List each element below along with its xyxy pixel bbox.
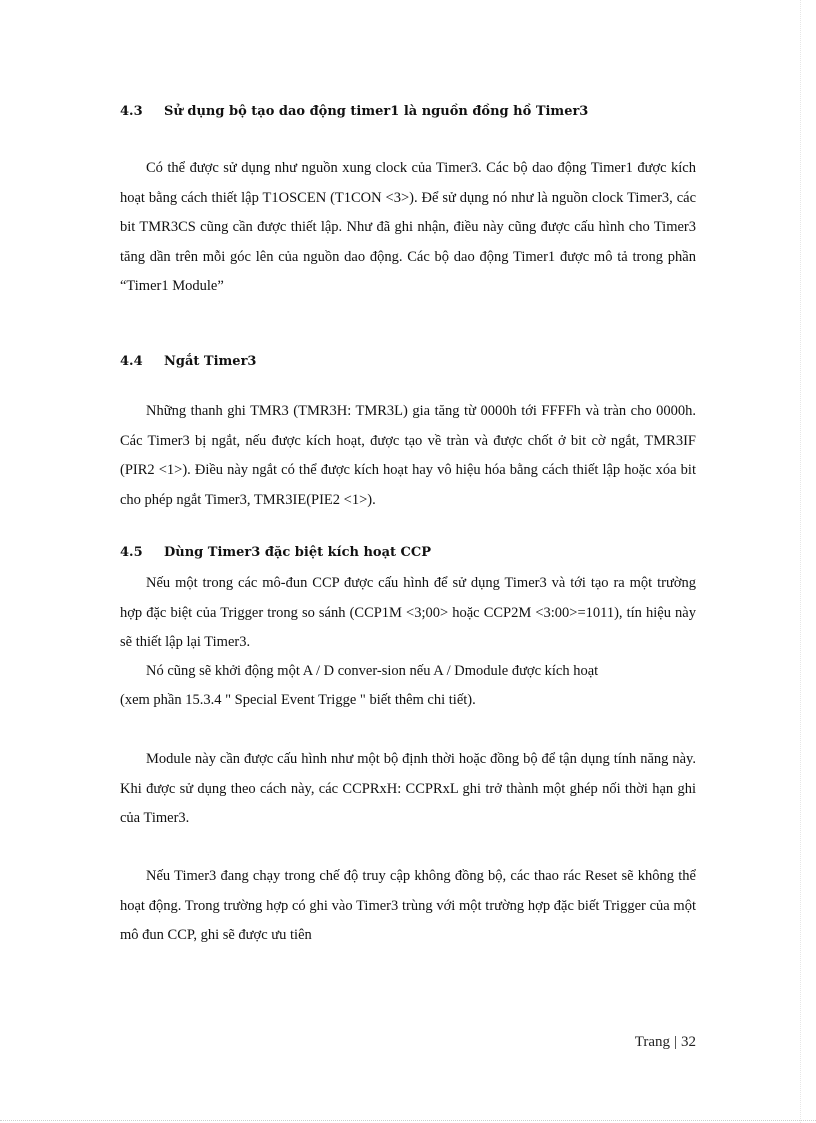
section-title: Sử dụng bộ tạo dao động timer1 là nguồn đồng hồ Timer3 xyxy=(164,104,589,119)
paragraph: Nếu Timer3 đang chạy trong chế độ truy cập không đồng bộ, các thao rác Reset sẽ không thể hoạt động. Trong trường hợp có ghi vào Timer3 trùng với một trường hợp đặc biết Trigger của một mô đun CCP, ghi sẽ được ưu tiên xyxy=(120,868,696,943)
section-number: 4.3 xyxy=(120,104,143,119)
page-footer xyxy=(635,1034,696,1051)
section-title: Dùng Timer3 đặc biệt kích hoạt CCP xyxy=(164,545,432,560)
paragraph: Module này cần được cấu hình như một bộ định thời hoặc đồng bộ để tận dụng tính năng này. Khi được sử dụng theo cách này, các CCPRxH: CCPRxL ghi trở thành một ghép nối thời hạn ghi của Timer3. xyxy=(120,751,696,826)
paragraph: Nó cũng sẽ khởi động một A / D conver-sion nếu A / Dmodule được kích hoạt xyxy=(146,663,599,679)
page-right-border xyxy=(800,0,801,1123)
paragraph: Có thể được sử dụng như nguồn xung clock của Timer3. Các bộ dao động Timer1 được kích hoạt bằng cách thiết lập T1OSCEN (T1CON <3>). Để sử dụng nó như là nguồn clock Timer3, các bit TMR3CS cũng cần được thiết lập. Như đã ghi nhận, điều này cũng được cấu hình cho Timer3 tăng dần trên mỗi góc lên của nguồn dao động. Các bộ dao động Timer1 được mô tả trong phần “Timer1 Module” xyxy=(120,160,696,294)
section-title: Ngắt Timer3 xyxy=(164,354,257,369)
section-heading-4-4 xyxy=(120,354,720,369)
footer-separator: | xyxy=(673,1034,677,1050)
paragraph: (xem phần 15.3.4 " Special Event Trigge " biết thêm chi tiết). xyxy=(120,692,476,708)
section-heading-4-3 xyxy=(120,104,720,119)
paragraph: Nếu một trong các mô-đun CCP được cấu hình để sử dụng Timer3 và tới tạo ra một trường hợp đặc biệt của Trigger trong so sánh (CCP1M <3;00> hoặc CCP2M <3:00>=1011), tín hiệu này sẽ thiết lập lại Timer3. xyxy=(120,575,696,650)
page-number: 32 xyxy=(681,1034,696,1050)
paragraph: Những thanh ghi TMR3 (TMR3H: TMR3L) gia tăng từ 0000h tới FFFFh và tràn cho 0000h. Các Timer3 bị ngắt, nếu được kích hoạt, được tạo về tràn và được chốt ở bit cờ ngắt, TMR3IF (PIR2 <1>). Điều này ngắt có thể được kích hoạt hay vô hiệu hóa bằng cách thiết lập hoặc xóa bit cho phép ngắt Timer3, TMR3IE(PIE2 <1>). xyxy=(120,403,696,508)
section-number: 4.5 xyxy=(120,545,143,560)
section-number: 4.4 xyxy=(120,354,143,369)
page-bottom-border xyxy=(0,1120,816,1121)
footer-label: Trang xyxy=(634,1034,670,1050)
section-heading-4-5 xyxy=(120,545,720,560)
